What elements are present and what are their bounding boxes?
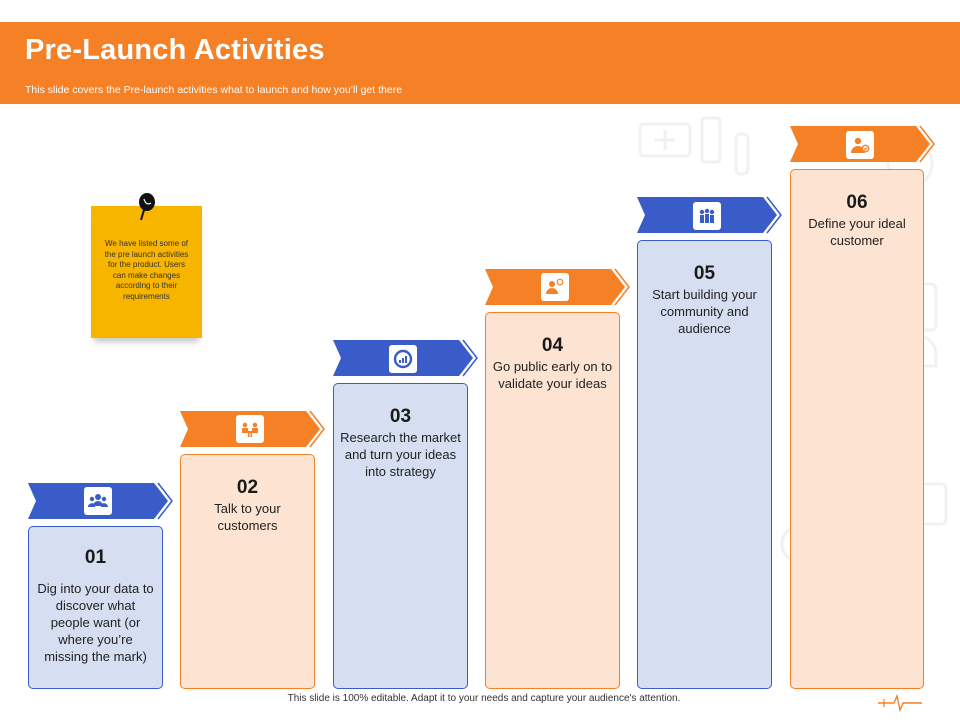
- heartbeat-logo-icon: [878, 694, 922, 712]
- step-06-card: [790, 169, 924, 689]
- step-description: Research the market and turn your ideas into strategy: [340, 430, 461, 479]
- step-description: Talk to your customers: [214, 501, 281, 533]
- page-title: Pre-Launch Activities: [25, 34, 325, 66]
- meeting-icon: [236, 415, 264, 443]
- title-banner: [0, 22, 960, 104]
- step-number: 03: [389, 406, 412, 427]
- footer-note: This slide is 100% editable. Adapt it to your needs and capture your audience's attention.: [287, 693, 681, 704]
- step-03-card: [333, 383, 468, 689]
- step-05-card: [637, 240, 772, 689]
- team-icon: [84, 487, 112, 515]
- step-number: 04: [541, 335, 564, 356]
- step-description: Start building your community and audience: [652, 287, 757, 336]
- page-subtitle: This slide covers the Pre-launch activities what to launch and how you’ll get there: [25, 84, 403, 96]
- strategy-chart-icon: [389, 345, 417, 373]
- pin-icon: [136, 190, 158, 222]
- public-speaker-icon: [541, 273, 569, 301]
- step-number: 02: [236, 477, 259, 498]
- ideal-customer-icon: [846, 131, 874, 159]
- step-number: 05: [693, 263, 716, 284]
- step-description: Define your ideal customer: [808, 216, 906, 248]
- step-number: 01: [84, 547, 107, 568]
- step-01-card: [28, 526, 163, 689]
- step-description: Dig into your data to discover what people want (or where you’re missing the mark): [37, 581, 154, 664]
- sticky-note: [91, 206, 202, 338]
- step-02-card: [180, 454, 315, 689]
- sticky-note-text: We have listed some of the pre launch activities for the product. Users can make changes according to their requirements: [104, 239, 189, 301]
- step-04-card: [485, 312, 620, 689]
- community-icon: [693, 202, 721, 230]
- step-description: Go public early on to validate your ideas: [492, 359, 613, 391]
- step-number: 06: [846, 192, 868, 213]
